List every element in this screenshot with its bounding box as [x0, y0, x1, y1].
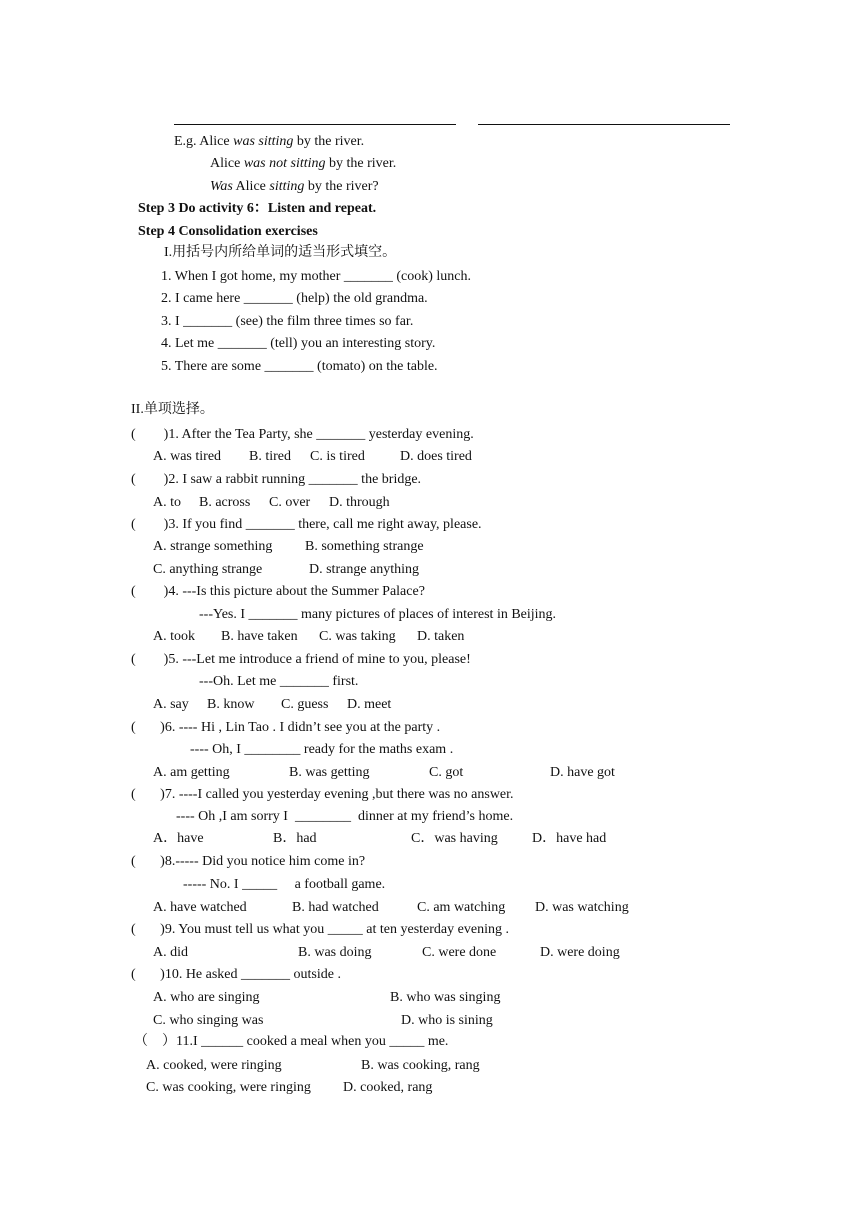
fill-blank-item: 4. Let me _______ (tell) you an interesting story.: [161, 336, 436, 351]
question-stem: ( )10. He asked _______ outside .: [131, 967, 341, 982]
option: C. am watching: [417, 900, 506, 915]
option: D．have had: [532, 831, 607, 846]
option: D. cooked, rang: [343, 1080, 433, 1095]
option: D. strange anything: [309, 562, 420, 577]
question-stem: （ ）11.I ______ cooked a meal when you _____ me.: [134, 1034, 449, 1049]
option: A. strange something: [153, 539, 273, 554]
example-sentence-3: Was Alice sitting by the river?: [210, 179, 379, 194]
option: A. who are singing: [153, 990, 260, 1005]
option: B. across: [199, 495, 251, 510]
option: B. know: [207, 697, 255, 712]
option: D. have got: [550, 765, 615, 780]
option: D. does tired: [400, 449, 472, 464]
option: C. who singing was: [153, 1013, 264, 1028]
question-reply: ---- Oh ,I am sorry I ________ dinner at my friend’s home.: [176, 809, 514, 824]
option: A．have: [153, 831, 204, 846]
step4-heading: Step 4 Consolidation exercises: [138, 224, 318, 239]
option: A. was tired: [153, 449, 222, 464]
question-stem: ( )6. ---- Hi , Lin Tao . I didn’t see you at the party .: [131, 720, 441, 735]
option: C. was taking: [319, 629, 396, 644]
part2-heading: II.单项选择。: [131, 402, 214, 417]
option: A. cooked, were ringing: [146, 1058, 282, 1073]
step3-heading: Step 3 Do activity 6：Listen and repeat.: [138, 201, 377, 216]
option: B. have taken: [221, 629, 298, 644]
option: A. took: [153, 629, 195, 644]
question-reply: ---- Oh, I ________ ready for the maths exam .: [190, 742, 454, 757]
question-stem: ( )8.----- Did you notice him come in?: [131, 854, 366, 869]
option: B. was doing: [298, 945, 372, 960]
option: B. had watched: [292, 900, 379, 915]
option: B．had: [273, 831, 317, 846]
option: C. guess: [281, 697, 329, 712]
question-stem: ( )4. ---Is this picture about the Summer Palace?: [131, 584, 425, 599]
question-stem: ( )9. You must tell us what you _____ at ten yesterday evening .: [131, 922, 509, 937]
option: D. through: [329, 495, 390, 510]
question-stem: ( )3. If you find _______ there, call me right away, please.: [131, 517, 482, 532]
example-sentence-2: Alice was not sitting by the river.: [210, 156, 397, 171]
option: C. is tired: [310, 449, 365, 464]
option: C. got: [429, 765, 464, 780]
question-reply: ---Yes. I _______ many pictures of places of interest in Beijing.: [199, 607, 557, 622]
option: C. was cooking, were ringing: [146, 1080, 311, 1095]
option: A. did: [153, 945, 188, 960]
option: D. meet: [347, 697, 392, 712]
part1-heading: I.用括号内所给单词的适当形式填空。: [164, 245, 397, 260]
option: B. was getting: [289, 765, 370, 780]
option: A. have watched: [153, 900, 247, 915]
option: D. who is sining: [401, 1013, 493, 1028]
option: C. over: [269, 495, 311, 510]
option: B. who was singing: [390, 990, 501, 1005]
example-sentence-1: E.g. Alice was sitting by the river.: [174, 134, 365, 149]
answer-line-right: [478, 124, 730, 125]
question-stem: ( )7. ----I called you yesterday evening ,but there was no answer.: [131, 787, 514, 802]
fill-blank-item: 5. There are some _______ (tomato) on the table.: [161, 359, 438, 374]
question-reply: ----- No. I _____ a football game.: [183, 877, 386, 892]
fill-blank-item: 2. I came here _______ (help) the old grandma.: [161, 291, 428, 306]
fill-blank-item: 3. I _______ (see) the film three times so far.: [161, 314, 414, 329]
option: C．was having: [411, 831, 498, 846]
option: B. something strange: [305, 539, 424, 554]
answer-line-left: [174, 124, 456, 125]
question-stem: ( )5. ---Let me introduce a friend of mine to you, please!: [131, 652, 471, 667]
option: B. was cooking, rang: [361, 1058, 480, 1073]
option: A. to: [153, 495, 181, 510]
option: D. was watching: [535, 900, 629, 915]
fill-blank-item: 1. When I got home, my mother _______ (cook) lunch.: [161, 269, 472, 284]
question-reply: ---Oh. Let me _______ first.: [199, 674, 359, 689]
option: A. am getting: [153, 765, 230, 780]
option: D. taken: [417, 629, 465, 644]
option: B. tired: [249, 449, 291, 464]
option: D. were doing: [540, 945, 620, 960]
option: C. were done: [422, 945, 497, 960]
option: A. say: [153, 697, 189, 712]
question-stem: ( )2. I saw a rabbit running _______ the bridge.: [131, 472, 422, 487]
question-stem: ( )1. After the Tea Party, she _______ yesterday evening.: [131, 427, 474, 442]
option: C. anything strange: [153, 562, 263, 577]
